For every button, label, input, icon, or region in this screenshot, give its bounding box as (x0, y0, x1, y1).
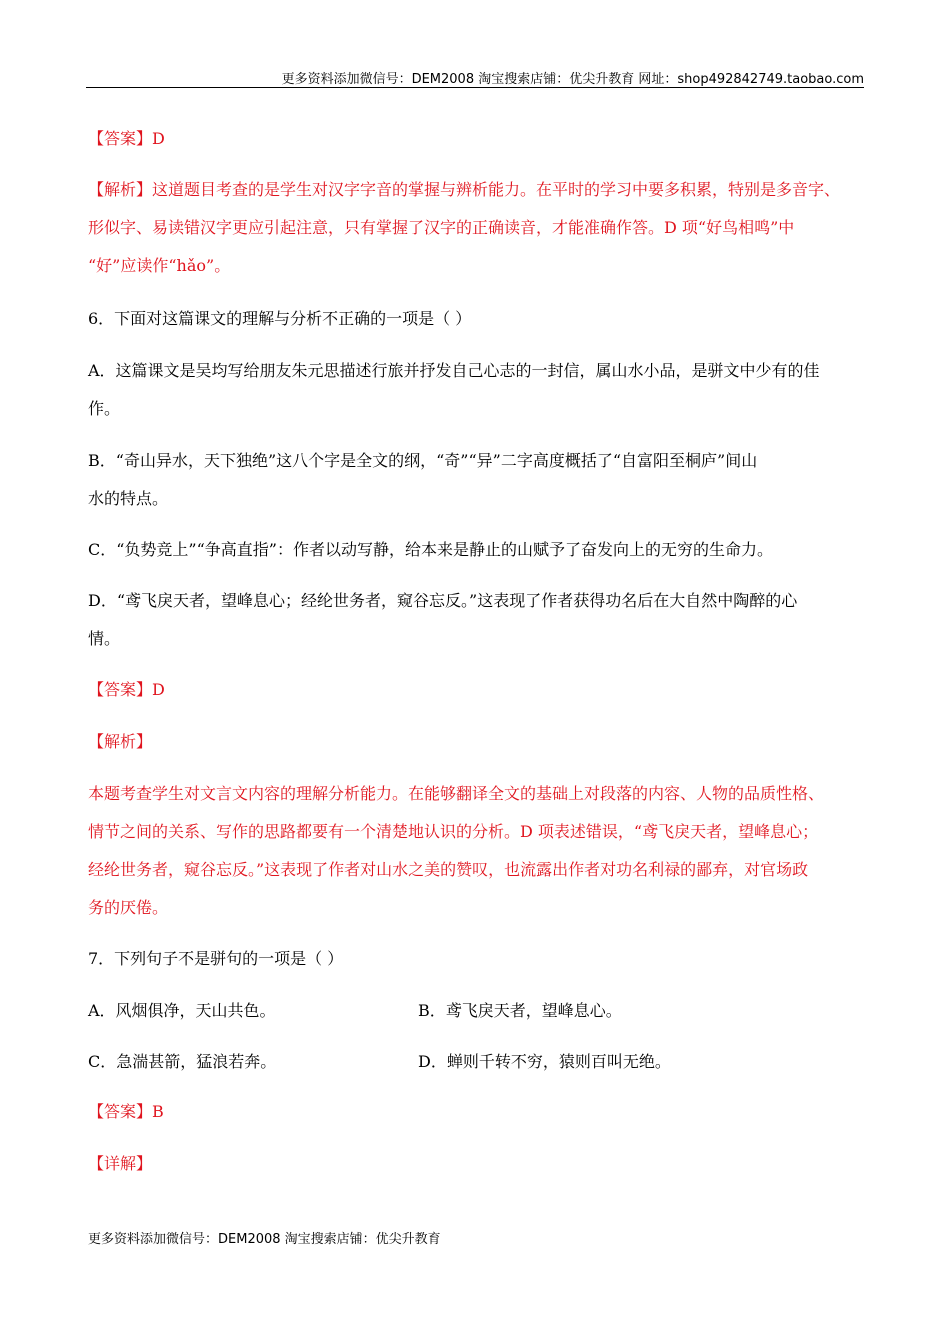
q6-stem: 6．下面对这篇课文的理解与分析不正确的一项是（ ） (88, 309, 472, 328)
q6-option-a-line: 作。 (88, 399, 121, 418)
q6-analysis-label: 【解析】 (88, 732, 153, 751)
q6-option-d-line: D．“鸢飞戾天者，望峰息心；经纶世务者，窥谷忘反。”这表现了作者获得功名后在大自然中陶醉的心 (88, 591, 798, 610)
q6-analysis-line: 经纶世务者，窥谷忘反。”这表现了作者对山水之美的赞叹，也流露出作者对功名利禄的鄙弃，对官场政 (88, 860, 809, 879)
q6-analysis-line: 情节之间的关系、写作的思路都要有一个清楚地认识的分析。D 项表述错误，“鸢飞戾天者，望峰息心； (88, 822, 819, 841)
q5-answer: 【答案】D (88, 129, 165, 148)
q6-answer: 【答案】D (88, 680, 165, 699)
q6-option-a-line: A．这篇课文是吴均写给朋友朱元思描述行旅并抒发自己心志的一封信，属山水小品，是骈文中少有的佳 (88, 361, 820, 380)
q7-option-a: A．风烟俱净，天山共色。 (88, 1001, 276, 1020)
q5-analysis-line: 【解析】这道题目考查的是学生对汉字字音的掌握与辨析能力。在平时的学习中要多积累，特别是多音字、 (88, 180, 841, 199)
page-header: 更多资料添加微信号：DEM2008 淘宝搜索店铺：优尖升教育 网址：shop492842749.taobao.com (281, 72, 864, 87)
q7-option-d: D．蝉则千转不穷，猿则百叫无绝。 (418, 1052, 671, 1071)
q5-analysis-line: “好”应读作“hǎo”。 (88, 256, 231, 275)
q7-option-b: B．鸢飞戾天者，望峰息心。 (418, 1001, 622, 1020)
q7-detail-label: 【详解】 (88, 1154, 153, 1173)
q6-option-b-line: B．“奇山异水，天下独绝”这八个字是全文的纲，“奇”“异”二字高度概括了“自富阳至桐庐”间山 (88, 451, 758, 470)
q6-option-b-line: 水的特点。 (88, 489, 169, 508)
page-footer: 更多资料添加微信号：DEM2008 淘宝搜索店铺：优尖升教育 (88, 1232, 441, 1247)
header-divider (86, 87, 864, 88)
q7-option-c: C．急湍甚箭，猛浪若奔。 (88, 1052, 277, 1071)
q5-analysis-line: 形似字、易读错汉字更应引起注意，只有掌握了汉字的正确读音，才能准确作答。D 项“好鸟相鸣”中 (88, 218, 795, 237)
q7-stem: 7．下列句子不是骈句的一项是（ ） (88, 949, 344, 968)
q6-analysis-line: 务的厌倦。 (88, 898, 169, 917)
q7-answer: 【答案】B (88, 1102, 164, 1121)
q6-option-d-line: 情。 (88, 629, 121, 648)
q6-analysis-line: 本题考查学生对文言文内容的理解分析能力。在能够翻译全文的基础上对段落的内容、人物的品质性格、 (88, 784, 825, 803)
q6-option-c-line: C．“负势竞上”“争高直指”：作者以动写静，给本来是静止的山赋予了奋发向上的无穷的生命力。 (88, 540, 773, 559)
